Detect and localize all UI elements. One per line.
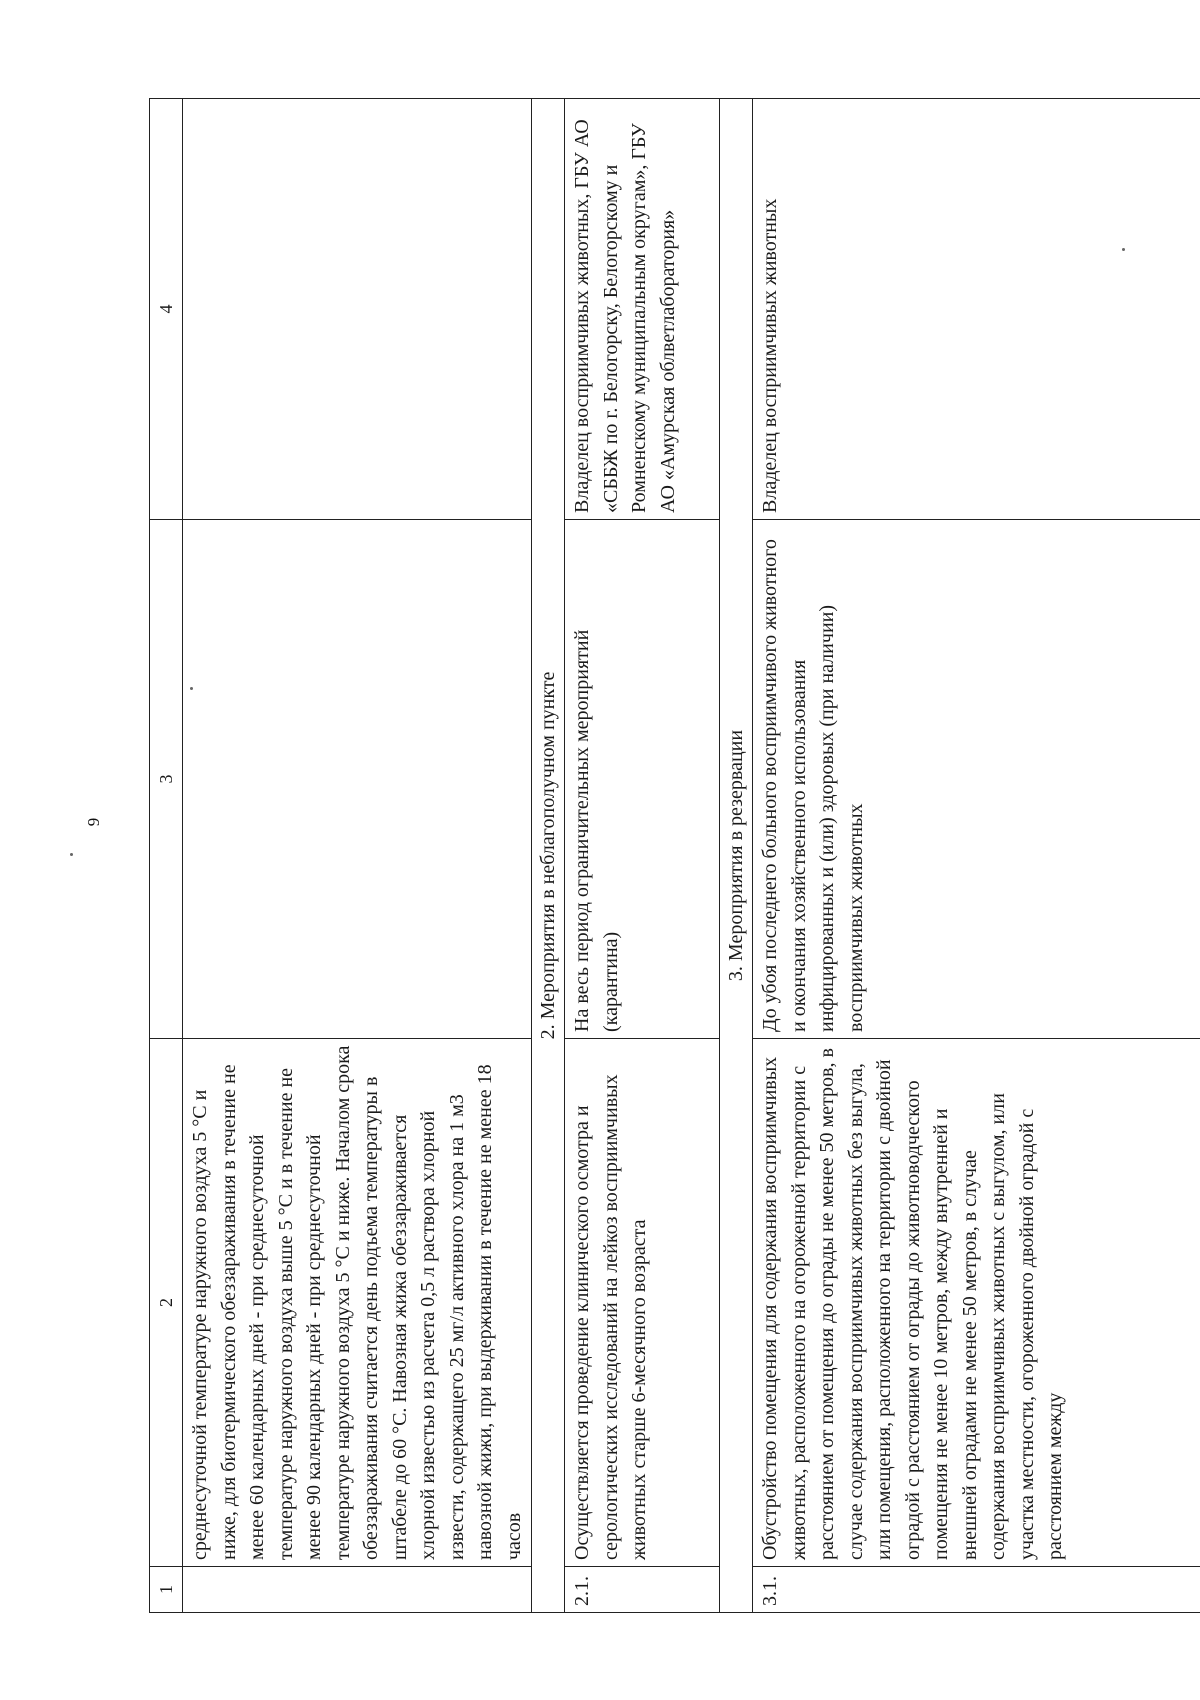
scan-speck: [70, 853, 73, 856]
section-heading-row: [720, 99, 753, 1613]
measure-cell: Обустройство помещения для содержания восприимчивых животных, расположенного на огороженной территории с расстоянием от помещения до ограды не менее 50 метров, в случае содержания восприимчивых животных без выгула, или помещения, расположенного на территории с двойной оградой с расстоянием от ограды до животноводческого помещения не менее 10 метров, между внутренней и внешней оградами не менее 50 метров, в случае содержания восприимчивых животных с выгулом, или участка местности, огороженного двойной оградой с расстоянием между: [753, 1039, 1200, 1567]
column-header-3: 3: [150, 520, 183, 1039]
section-heading-row: [532, 99, 565, 1613]
measure-cell: среднесуточной температуре наружного воздуха 5 °С и ниже, для биотермического обеззараживания в течение не менее 60 календарных дней - при среднесуточной температуре наружного воздуха выше 5 °С и в течение не менее 90 календарных дней - при среднесуточной температуре наружного воздуха 5 °С и ниже. Началом срока обеззараживания считается день подъема температуры в штабеле до 60 °С. Навозная жижа обеззараживается хлорной известью из расчета 0,5 л раствора хлорной извести, содержащего 25 мг/л активного хлора на 1 м3 навозной жижи, при выдерживании в течение не менее 18 часов: [183, 1039, 532, 1567]
row-number: [183, 1567, 532, 1613]
table-row: [753, 99, 1200, 1613]
table-row: [183, 99, 532, 1613]
column-header-2: 2: [150, 1039, 183, 1567]
column-header-4: 4: [150, 99, 183, 520]
column-header-row: [150, 99, 183, 1613]
measures-table: [149, 98, 1200, 1613]
responsible-cell: Владелец восприимчивых животных: [753, 99, 1200, 520]
rotated-table-wrapper: [149, 99, 1087, 1613]
responsible-cell: Владелец восприимчивых животных, ГБУ АО «СББЖ по г. Белогорску, Белогорскому и Ромненскому муниципальным округам», ГБУ АО «Амурская облветлаборатория»: [565, 99, 720, 520]
page-number: 9: [84, 817, 103, 827]
period-cell: До убоя последнего больного восприимчивого животного и окончания хозяйственного использования инфицированных и (или) здоровых (при наличии) восприимчивых животных: [753, 520, 1200, 1039]
responsible-cell: [183, 99, 532, 520]
period-cell: На весь период ограничительных мероприятий (карантина): [565, 520, 720, 1039]
column-header-1: 1: [150, 1567, 183, 1613]
row-number: 2.1.: [565, 1567, 720, 1613]
measure-cell: Осуществляется проведение клинического осмотра и серологических исследований на лейкоз восприимчивых животных старше 6-месячного возраста: [565, 1039, 720, 1567]
period-cell: [183, 520, 532, 1039]
section-title: 3. Мероприятия в резервации: [720, 99, 753, 1613]
table-row: [565, 99, 720, 1613]
section-title: 2. Мероприятия в неблагополучном пункте: [532, 99, 565, 1613]
row-number: 3.1.: [753, 1567, 1200, 1613]
